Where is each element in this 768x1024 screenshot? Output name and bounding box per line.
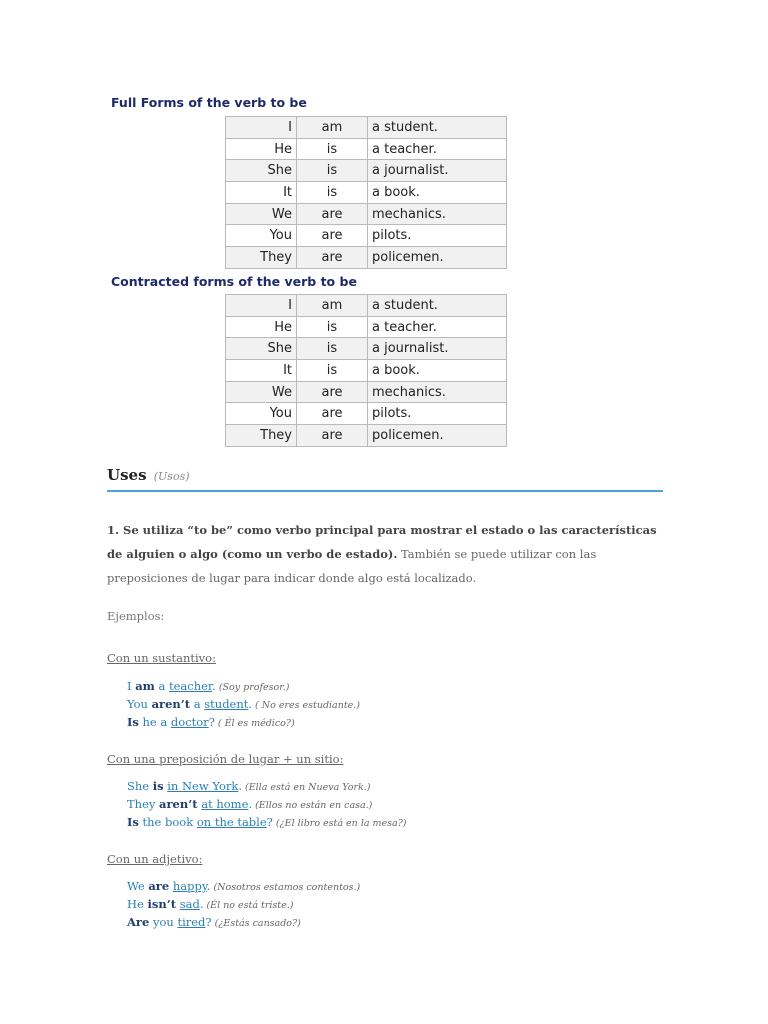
section-divider — [107, 490, 663, 492]
table-row — [226, 138, 507, 160]
cell-verb: are — [297, 203, 368, 225]
table-row — [226, 117, 507, 139]
example-translation: (¿Estás cansado?) — [214, 918, 301, 929]
cell-verb: is — [297, 338, 368, 360]
example-text: . — [199, 897, 204, 911]
table-row — [226, 182, 507, 204]
example-sentence — [127, 778, 407, 796]
cell-complement: a book. — [368, 360, 507, 382]
example-text: . — [248, 697, 253, 711]
cell-complement: a journalist. — [368, 160, 507, 182]
cell-verb: is — [297, 160, 368, 182]
example-translation: (¿El libro está en la mesa?) — [275, 818, 407, 829]
table-row — [226, 225, 507, 247]
table-row — [226, 338, 507, 360]
cell-verb: is — [297, 316, 368, 338]
table-row — [226, 316, 507, 338]
cell-complement: pilots. — [368, 225, 507, 247]
verb-keyword: are — [148, 879, 170, 893]
uses-paragraph-bold: 1. Se utiliza “to be” como verbo principal para mostrar el estado o las características de alguien o algo (como un verbo de estado). — [107, 523, 657, 561]
example-sentence — [127, 678, 360, 696]
uses-heading — [107, 466, 190, 484]
example-text: You — [127, 697, 152, 711]
cell-subject: She — [226, 338, 297, 360]
cell-complement: a book. — [368, 182, 507, 204]
cell-subject: They — [226, 425, 297, 447]
cell-subject: He — [226, 138, 297, 160]
example-text: . — [248, 797, 253, 811]
example-text: a — [190, 697, 205, 711]
category-0-colon: : — [212, 651, 216, 665]
example-translation: ( No eres estudiante.) — [255, 700, 361, 711]
cell-verb: is — [297, 182, 368, 204]
uses-paragraph — [107, 518, 667, 590]
table-row — [226, 381, 507, 403]
full-forms-table — [225, 116, 507, 269]
cell-subject: She — [226, 160, 297, 182]
cell-verb: are — [297, 403, 368, 425]
example-sentence — [127, 878, 360, 896]
example-translation: ( Él es médico?) — [217, 718, 295, 729]
verb-keyword: am — [135, 679, 155, 693]
example-text: ? — [205, 915, 212, 929]
examples-list-sustantivo — [127, 678, 360, 732]
cell-complement: policemen. — [368, 247, 507, 269]
category-label-adjetivo — [107, 852, 202, 866]
cell-complement: a journalist. — [368, 338, 507, 360]
cell-verb: am — [297, 117, 368, 139]
cell-complement: a teacher. — [368, 316, 507, 338]
verb-keyword: is — [152, 779, 164, 793]
cell-subject: We — [226, 381, 297, 403]
cell-complement: a teacher. — [368, 138, 507, 160]
cell-complement: pilots. — [368, 403, 507, 425]
example-link[interactable]: happy — [172, 879, 207, 893]
verb-keyword: aren’t — [159, 797, 198, 811]
cell-subject: We — [226, 203, 297, 225]
example-text: He — [127, 897, 148, 911]
example-text: ? — [208, 715, 215, 729]
example-sentence — [127, 896, 360, 914]
example-link[interactable]: in New York — [167, 779, 239, 793]
example-text: . — [212, 679, 216, 693]
example-sentence — [127, 714, 360, 732]
cell-subject: It — [226, 182, 297, 204]
category-label-preposicion — [107, 752, 343, 766]
cell-complement: a student. — [368, 295, 507, 317]
example-text: ? — [266, 815, 273, 829]
example-sentence — [127, 696, 360, 714]
category-2-colon: : — [198, 852, 203, 866]
contracted-forms-table — [225, 294, 507, 447]
example-text: he a — [138, 715, 171, 729]
example-sentence — [127, 796, 407, 814]
table-row — [226, 295, 507, 317]
cell-verb: are — [297, 381, 368, 403]
cell-verb: is — [297, 360, 368, 382]
table-row — [226, 203, 507, 225]
example-translation: (Nosotros estamos contentos.) — [213, 882, 361, 893]
cell-complement: mechanics. — [368, 203, 507, 225]
example-translation: (Ella está en Nueva York.) — [245, 782, 371, 793]
cell-subject: I — [226, 295, 297, 317]
example-text: . — [206, 879, 211, 893]
table-row — [226, 360, 507, 382]
cell-subject: He — [226, 316, 297, 338]
verb-keyword: aren’t — [151, 697, 191, 711]
verb-keyword: Is — [127, 815, 139, 829]
example-link[interactable]: at home — [201, 797, 249, 811]
example-text: I — [127, 679, 136, 693]
table-row — [226, 247, 507, 269]
example-sentence — [127, 914, 360, 932]
verb-keyword: Are — [127, 915, 150, 929]
example-link[interactable]: tired — [177, 915, 206, 929]
cell-verb: are — [297, 225, 368, 247]
examples-list-preposicion — [127, 778, 407, 832]
example-text: a — [154, 679, 169, 693]
example-link[interactable]: teacher — [169, 679, 213, 693]
uses-heading-text: Uses — [107, 466, 147, 484]
cell-subject: You — [226, 403, 297, 425]
table-row — [226, 425, 507, 447]
category-1-colon: : — [339, 752, 344, 766]
cell-subject: They — [226, 247, 297, 269]
example-translation: (Soy profesor.) — [218, 682, 290, 693]
category-2-label: Con un adjetivo — [107, 852, 199, 866]
cell-verb: am — [297, 295, 368, 317]
ejemplos-label: Ejemplos: — [107, 609, 165, 623]
table-row — [226, 160, 507, 182]
cell-subject: It — [226, 360, 297, 382]
example-link[interactable]: sad — [179, 897, 200, 911]
example-text: the book — [138, 815, 197, 829]
contracted-forms-title: Contracted forms of the verb to be — [111, 274, 357, 289]
example-text: you — [149, 915, 178, 929]
example-link[interactable]: doctor — [170, 715, 209, 729]
full-forms-title: Full Forms of the verb to be — [111, 95, 307, 110]
uses-subheading: (Usos) — [153, 470, 190, 483]
cell-complement: mechanics. — [368, 381, 507, 403]
example-text: She — [127, 779, 153, 793]
category-label-sustantivo — [107, 651, 216, 665]
cell-verb: are — [297, 247, 368, 269]
cell-subject: I — [226, 117, 297, 139]
category-0-label: Con un sustantivo — [107, 651, 213, 665]
cell-complement: a student. — [368, 117, 507, 139]
example-text: They — [127, 797, 160, 811]
example-text: . — [238, 779, 242, 793]
examples-list-adjetivo — [127, 878, 360, 932]
table-row — [226, 403, 507, 425]
uses-paragraph-rest: También se puede utilizar con las preposiciones de lugar para indicar donde algo está localizado. — [107, 547, 597, 585]
example-text: We — [127, 879, 149, 893]
cell-verb: are — [297, 425, 368, 447]
example-link[interactable]: student — [204, 697, 249, 711]
verb-keyword: isn’t — [147, 897, 177, 911]
cell-verb: is — [297, 138, 368, 160]
verb-keyword: Is — [127, 715, 139, 729]
example-link[interactable]: on the table — [196, 815, 267, 829]
example-sentence — [127, 814, 407, 832]
example-translation: (Él no está triste.) — [206, 900, 294, 911]
category-1-label: Con una preposición de lugar + un sitio — [107, 752, 340, 766]
cell-complement: policemen. — [368, 425, 507, 447]
cell-subject: You — [226, 225, 297, 247]
example-translation: (Ellos no están en casa.) — [255, 800, 373, 811]
